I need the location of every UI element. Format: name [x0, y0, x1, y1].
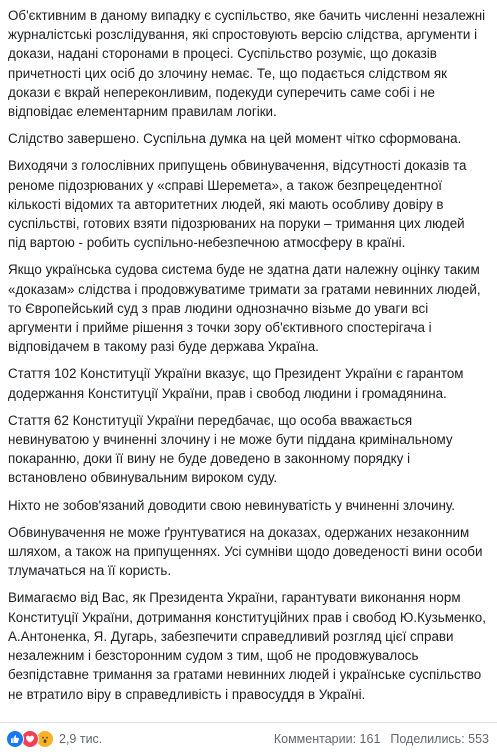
- post-paragraph: Вимагаємо від Вас, як Президента України, гарантувати виконання норм Конституції України, дотримання конституційних прав і свобод Ю.Кузьменко, А.Антоненка, Я. Дугарь, забезпечити справедливий розгляд цієї справи незалежним і безсторонним судом з тим, щоб не продовжувалось безпідставне тримання за гратами невинних людей і українське суспільство не втратило віру в справедливість і правосуддя в Україні.: [8, 590, 486, 702]
- reactions-summary[interactable]: [6, 730, 102, 748]
- post-paragraph: Якщо українська судова система буде не здатна дати належну оцінку таким «доказам» слідства і продовжуватиме тримати за гратами невинних людей, то Європейський суд з прав людини однозначно візьме до уваги всі аргументи і прийме рішення з точки зору об'єктивного спостерігача і відповідачем в такому разі буде держава Україна.: [8, 262, 481, 355]
- post-stats: [274, 732, 489, 746]
- post-paragraph: Об'єктивним в даному випадку є суспільство, яке бачить численні незалежні журналістські розслідування, які спростовують версію слідства, аргументи і докази, надані сторонами в процесі. Суспільство розуміє, що доказів причетності цих осіб до злочину немає. Те, що подається слідством як докази є вкрай непереконливим, подекуди суперечить саме собі і не відповідає елементарним правилам логіки.: [8, 8, 486, 120]
- like-icon: [6, 730, 24, 748]
- reaction-count: 2,9 тис.: [59, 731, 103, 746]
- post-paragraph: Виходячи з голослівних припущень обвинувачення, відсутності доказів та реноме підозрюваних у «справі Шеремета», а також безпрецедентної кількості відомих та авторитетних людей, які мають особливу довіру в суспільстві, готових взяти підозрюваних на поруки – тримання цих людей під вартою - робить суспільно-небезпечною атмосферу в країні.: [8, 158, 467, 251]
- comments-count-link[interactable]: Комментарии: 161: [273, 731, 381, 746]
- post-paragraph: Ніхто не зобов'язаний доводити свою невинуватість у вчиненні злочину.: [8, 497, 455, 513]
- shares-count-link[interactable]: Поделились: 553: [390, 731, 489, 746]
- post-body: [8, 6, 486, 712]
- post-paragraph: Слідство завершено. Суспільна думка на цей момент чітко сформована.: [8, 131, 462, 147]
- post-paragraph: Обвинувачення не може ґрунтуватися на доказах, одержаних незаконним шляхом, а також на припущеннях. Усі сумніви щодо доведеності вини особи тлумачаться на її користь.: [8, 524, 483, 579]
- post-footer: [0, 722, 497, 754]
- post-paragraph: Стаття 62 Конституції України передбачає, що особа вважається невинуватою у вчиненні злочину і не може бути піддана кримінальному покаранню, доки її вину не буде доведено в законному порядку і встановлено обвинувальним вироком суду.: [8, 412, 453, 486]
- post-paragraph: Стаття 102 Конституції України вказує, що Президент України є гарантом додержання Конституції України, прав і свобод людини і громадянина.: [8, 366, 464, 401]
